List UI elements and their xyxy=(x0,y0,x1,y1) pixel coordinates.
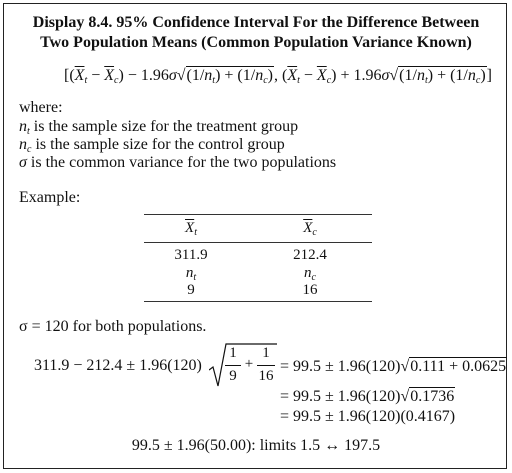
calc-line3: = 99.5 ± 1.96(120)(0.4167) xyxy=(280,408,456,425)
display-title-line2: Two Population Means (Common Population Variance Known) xyxy=(40,34,472,51)
mean-treatment: 311.9 xyxy=(174,247,208,263)
calc-line1: = 99.5 ± 1.96(120)√0.111 + 0.0625 xyxy=(280,358,507,375)
calc-line2: = 99.5 ± 1.96(120)√0.1736 xyxy=(280,388,455,405)
table-header-xt: $\overline{X}_t$ xyxy=(185,220,197,238)
sigma-note: σ = 120 for both populations. xyxy=(19,318,207,335)
table-bottom-rule xyxy=(144,301,372,302)
frac1-line xyxy=(225,365,241,366)
n-value-treatment: 9 xyxy=(187,282,195,298)
n-label-control: $n_c$ xyxy=(304,265,316,283)
n-value-control: 16 xyxy=(302,282,318,298)
definition-nc: $n_c$ is the sample size for the control group xyxy=(19,136,285,155)
frac2-line xyxy=(257,365,275,366)
definition-nt: $n_t$ is the sample size for the treatment group xyxy=(19,118,299,137)
display-title-line1: Display 8.4. 95% Confidence Interval For the Difference Between xyxy=(32,14,480,31)
mean-control: 212.4 xyxy=(293,247,327,263)
frac1-denominator: 9 xyxy=(229,368,237,384)
frac1-numerator: 1 xyxy=(229,345,237,361)
definition-sigma: σ is the common variance for the two populations xyxy=(19,154,337,171)
calc-lhs: 311.9 − 212.4 ± 1.96(120) xyxy=(34,357,202,374)
frac2-denominator: 16 xyxy=(258,368,274,384)
table-header-rule xyxy=(144,242,372,243)
table-header-xc: $\overline{X}_c$ xyxy=(303,220,317,238)
n-label-treatment: $n_t$ xyxy=(185,265,197,283)
confidence-interval-formula: [$(\overline{X}_t - \overline{X}_c) - 1.96\sigma√(1/n_t) + (1/n_c)$, $(\overline{X}_t - \overline{X}_c) + 1.96\sigma√(1/n_t) + (1/n_c)$] xyxy=(64,67,492,86)
display-box xyxy=(3,3,507,469)
where-label: where: xyxy=(19,99,63,116)
plus-sign: + xyxy=(244,356,254,372)
frac2-numerator: 1 xyxy=(262,345,270,361)
table-top-rule xyxy=(144,214,372,215)
example-label: Example: xyxy=(19,189,81,206)
calc-result: 99.5 ± 1.96(50.00): limits 1.5 ↔ 197.5 xyxy=(131,437,381,454)
